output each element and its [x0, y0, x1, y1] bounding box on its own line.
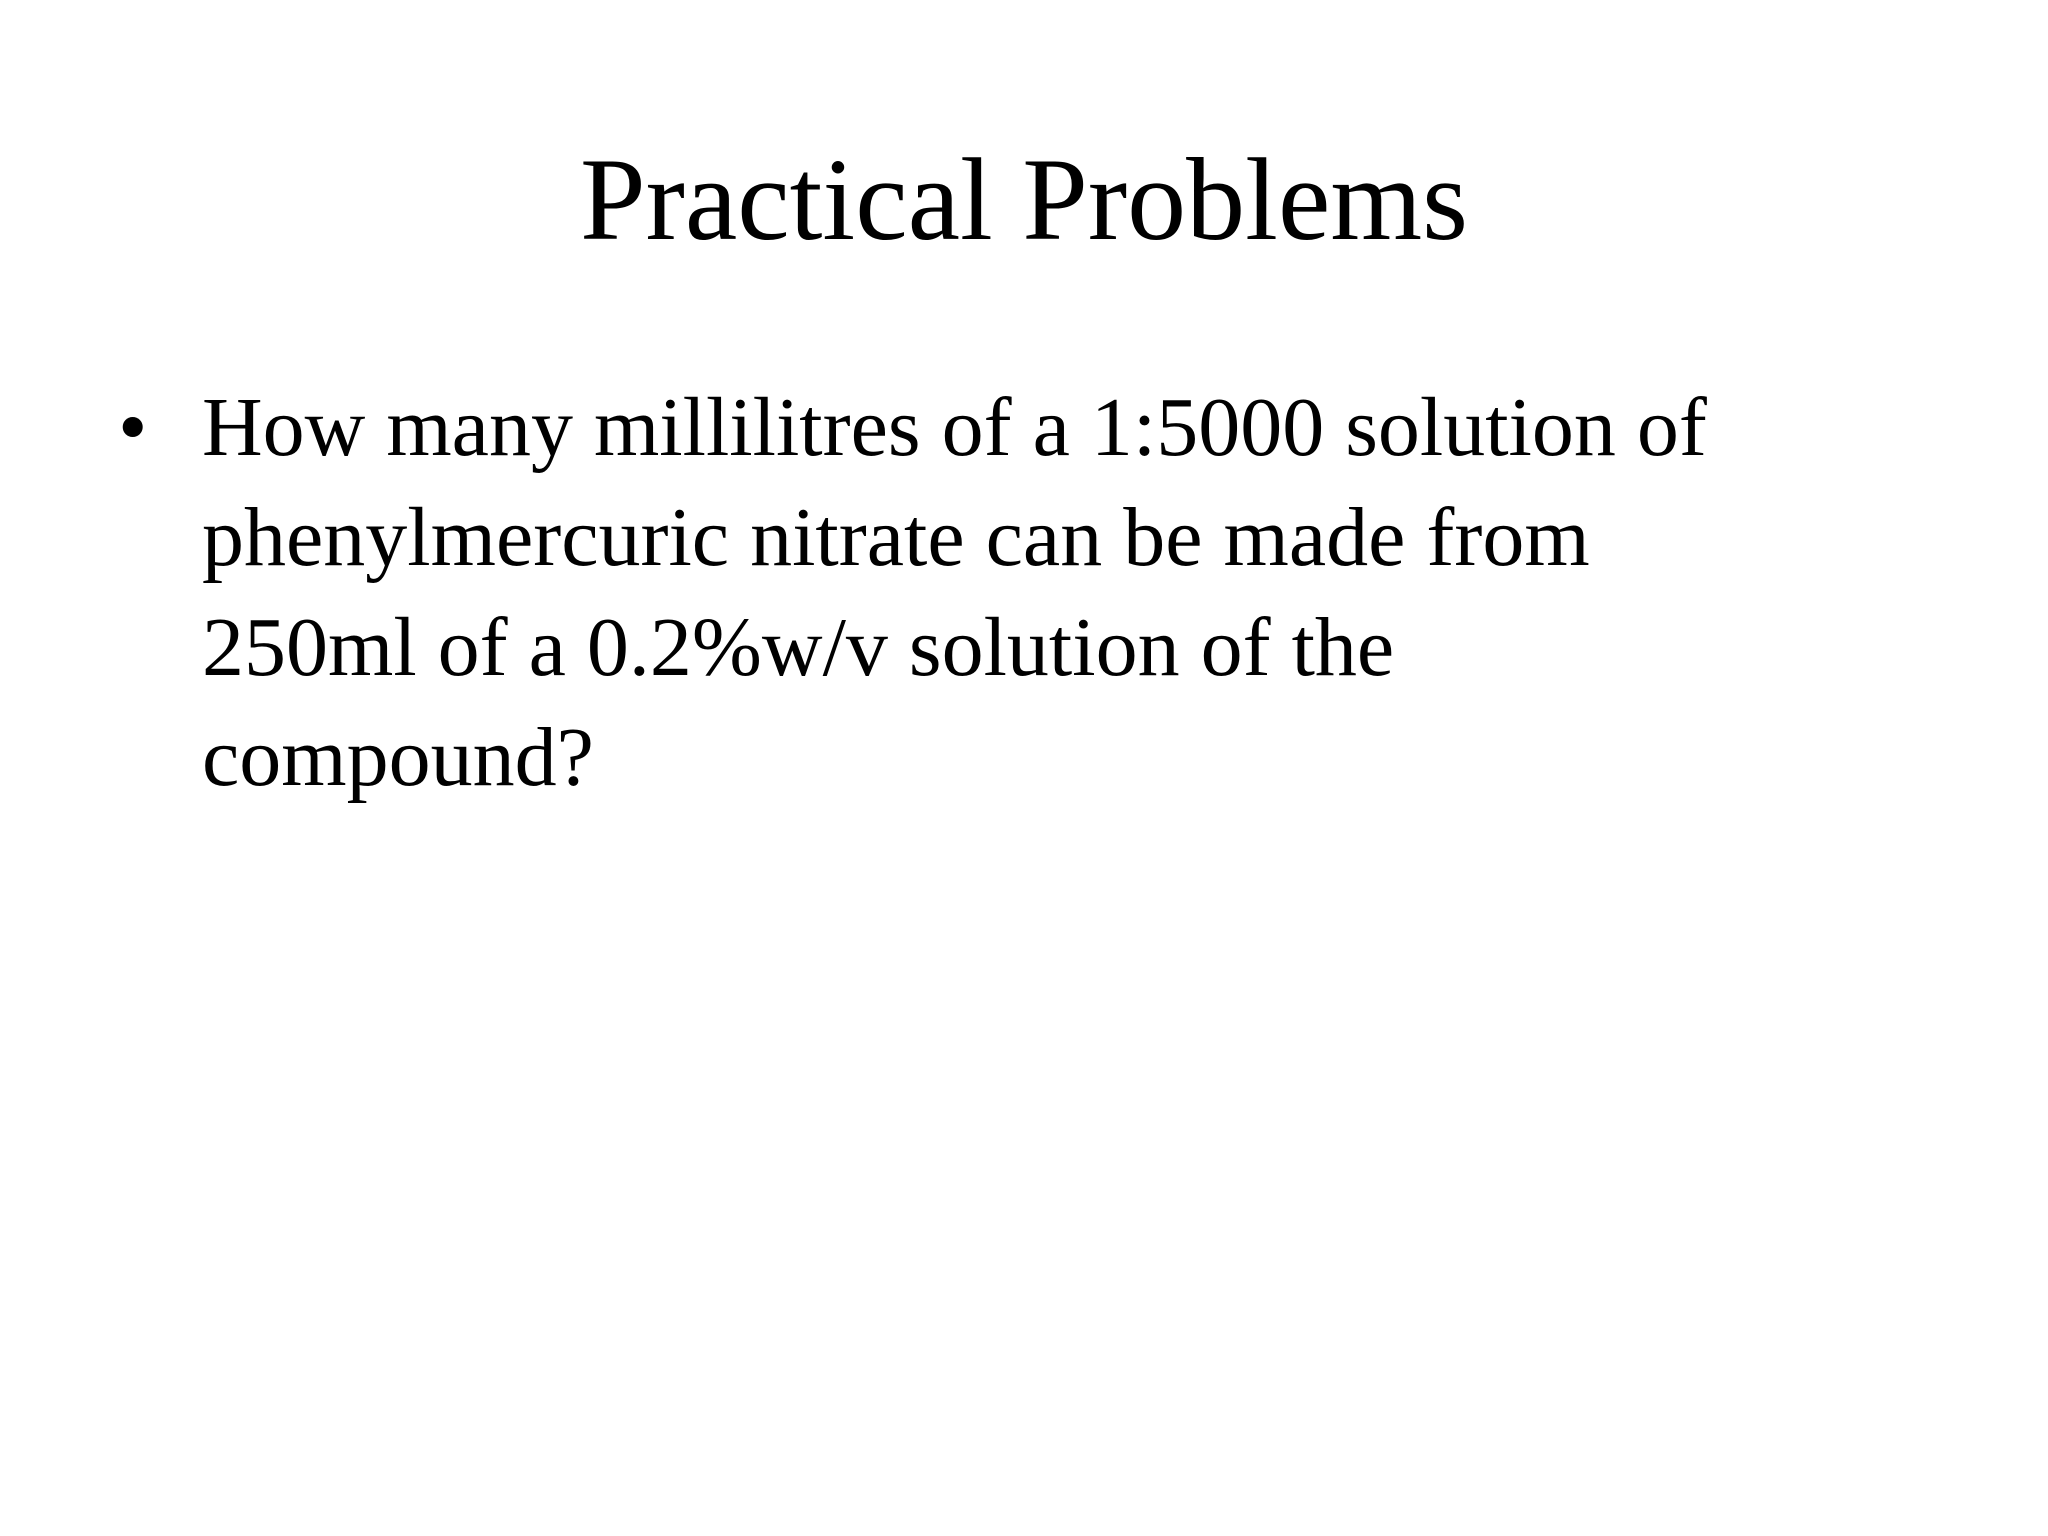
bullet-line: How many millilitres of a 1:5000 solution of: [202, 381, 1707, 474]
bullet-text: [202, 373, 1902, 813]
bullet-icon: •: [118, 381, 148, 474]
slide-title: Practical Problems: [579, 134, 1469, 265]
bullet-list: [118, 373, 1918, 813]
bullet-item: [118, 373, 1918, 813]
bullet-line: phenylmercuric nitrate can be made from: [202, 491, 1590, 584]
bullet-line: compound?: [202, 711, 594, 804]
bullet-line: 250ml of a 0.2%w/v solution of the: [202, 601, 1395, 694]
